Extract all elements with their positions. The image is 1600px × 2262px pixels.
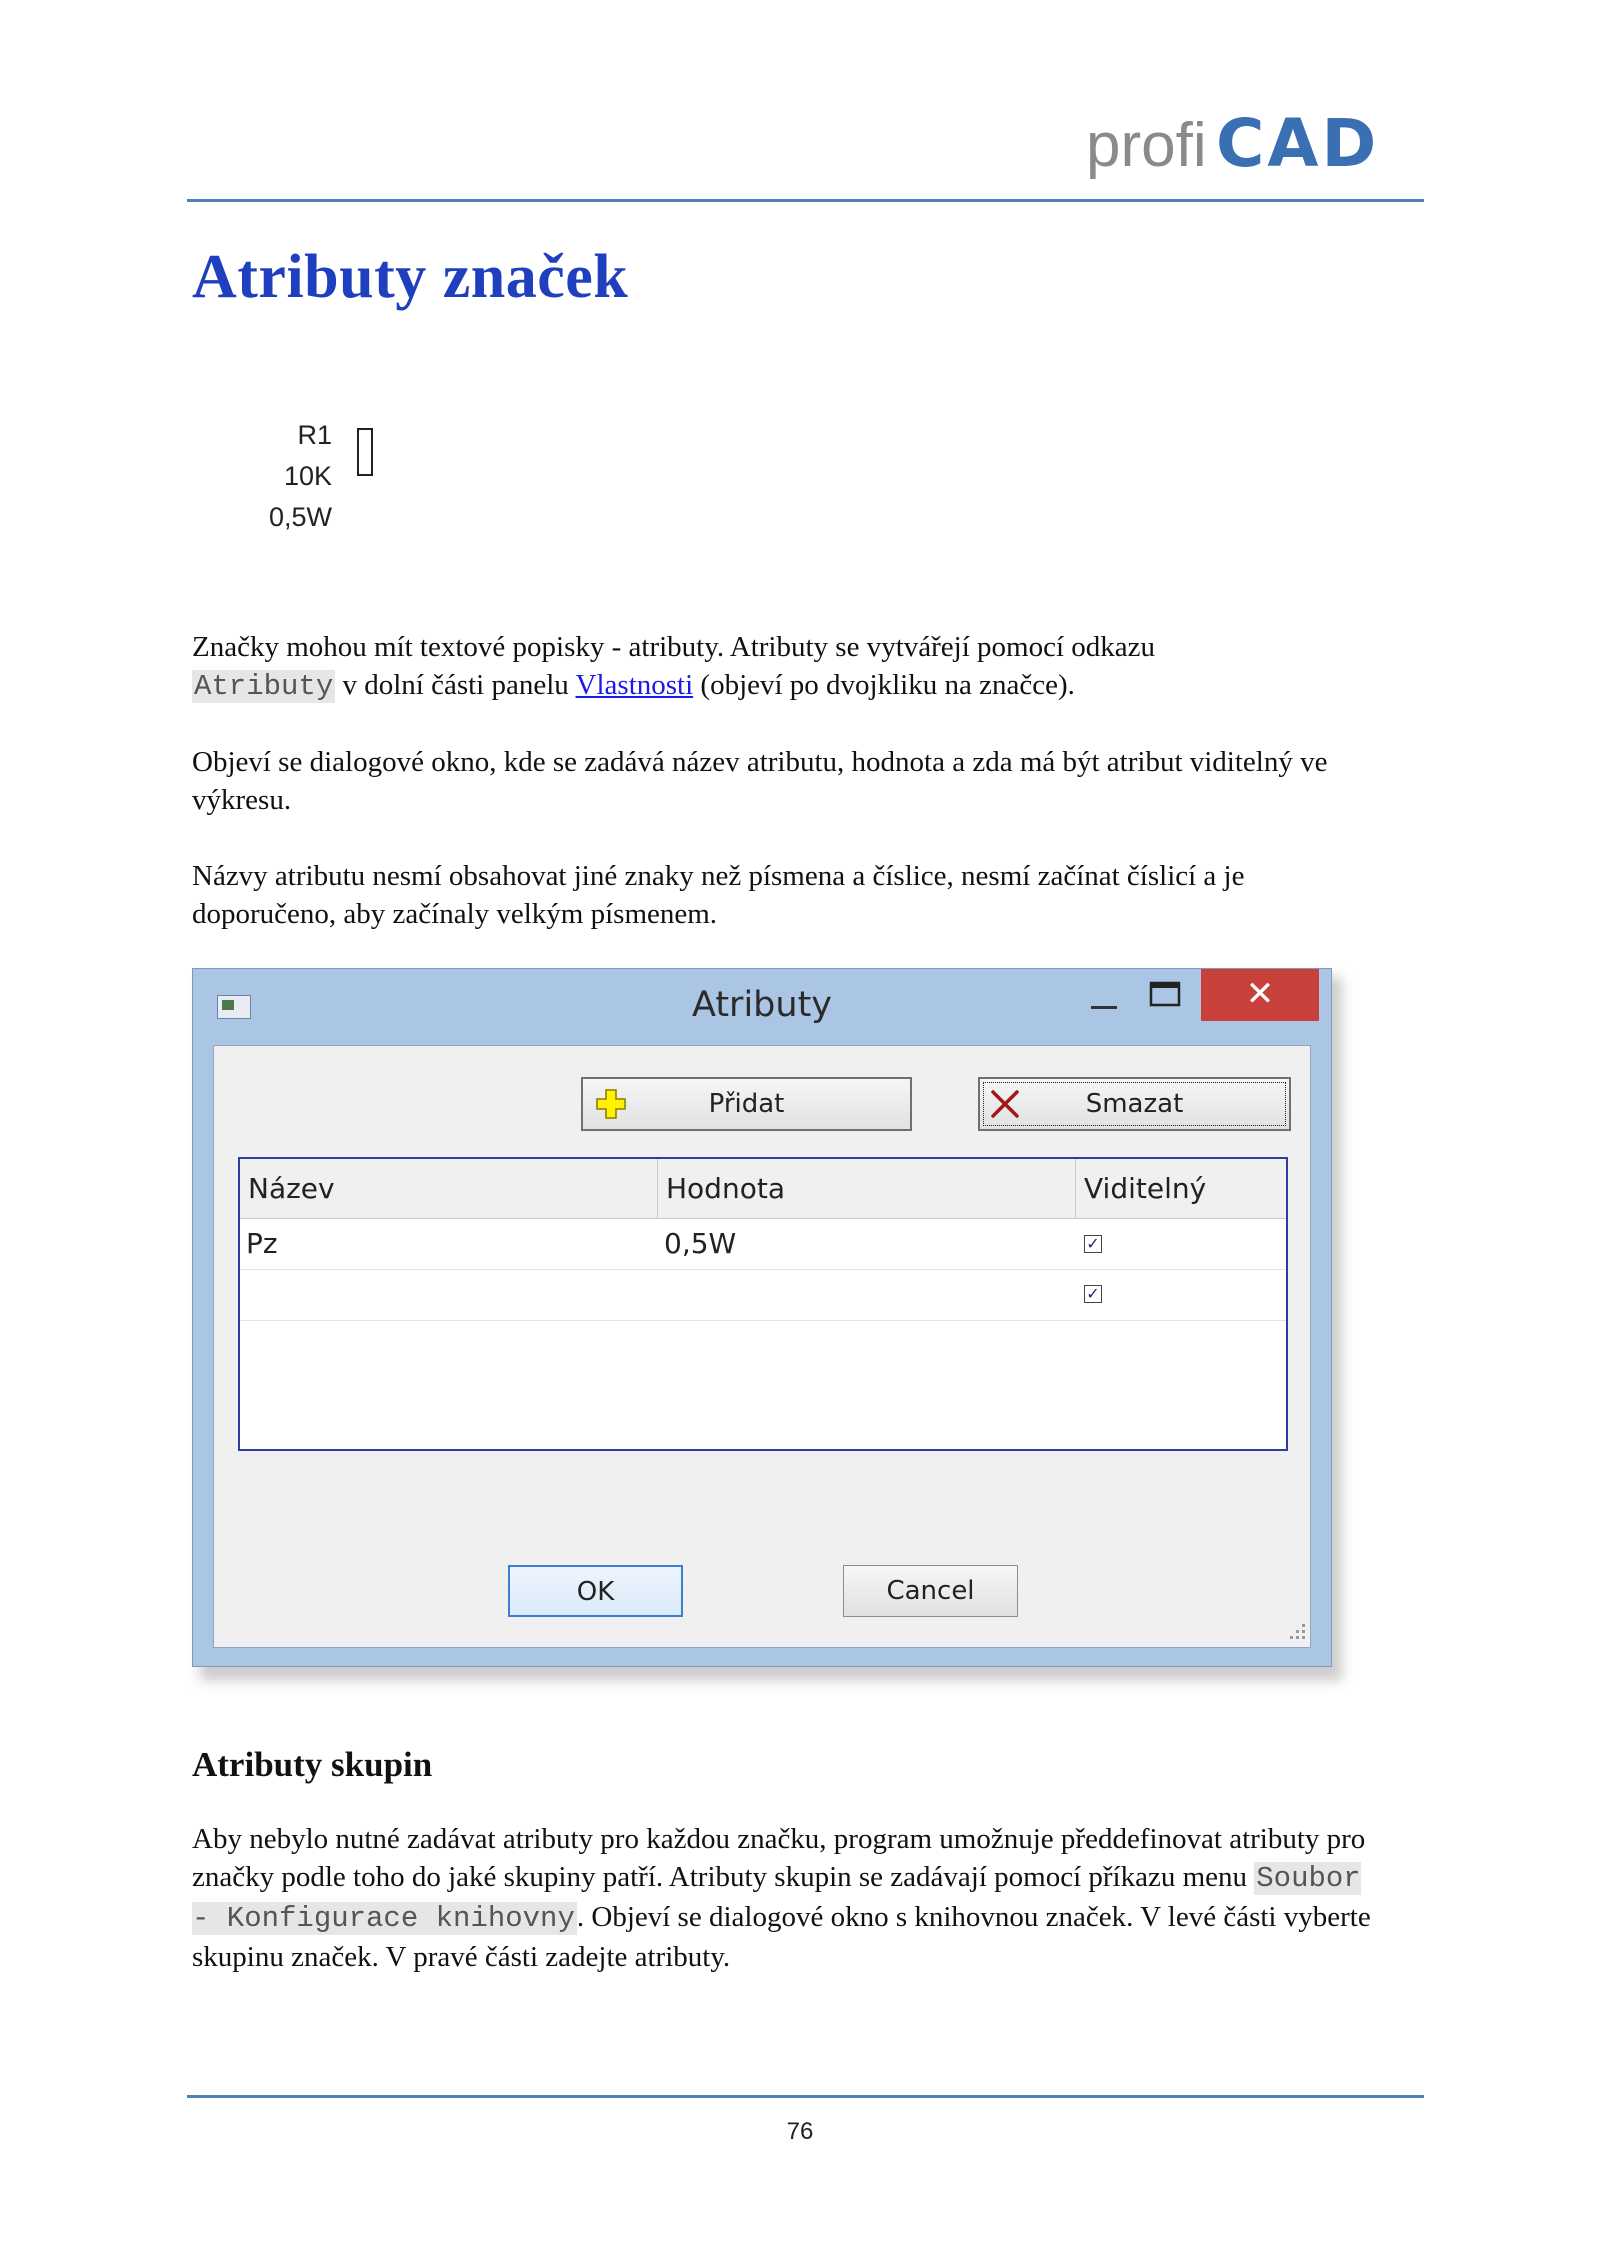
resize-grip-icon[interactable] bbox=[1282, 1620, 1308, 1646]
row-divider bbox=[240, 1320, 1286, 1321]
cancel-button[interactable] bbox=[843, 1565, 1018, 1617]
cancel-button-label: Cancel bbox=[886, 1576, 975, 1606]
add-button-label: Přidat bbox=[708, 1089, 785, 1119]
column-header-visible[interactable]: Viditelný bbox=[1076, 1159, 1286, 1219]
table-row[interactable] bbox=[240, 1219, 1286, 1269]
header-rule bbox=[187, 199, 1424, 202]
logo-text-light: profi bbox=[1086, 111, 1207, 180]
ok-button-label: OK bbox=[576, 1577, 615, 1607]
page-number: 76 bbox=[786, 2118, 814, 2145]
symbol-label-ref: R1 bbox=[297, 420, 332, 450]
page-title: Atributy značek bbox=[192, 243, 629, 311]
maximize-icon[interactable] bbox=[1137, 969, 1193, 1025]
logo-text-bold: CAD bbox=[1216, 108, 1380, 182]
add-button[interactable] bbox=[581, 1077, 912, 1131]
dialog-titlebar[interactable] bbox=[193, 969, 1331, 1043]
paragraph-1: Značky mohou mít textové popisky - atributy. Atributy se vytvářejí pomocí odkazu Atributy v dolní části panelu Vlastnosti (objeví po dvojkliku na značce). bbox=[192, 631, 1155, 703]
section-heading-group-attributes: Atributy skupin bbox=[192, 1745, 433, 1784]
ok-button[interactable] bbox=[508, 1565, 683, 1617]
paragraph-2: Objeví se dialogové okno, kde se zadává název atributu, hodnota a zda má být atribut viditelný ve výkresu. bbox=[192, 746, 1328, 816]
column-header-name[interactable]: Název bbox=[240, 1159, 658, 1219]
minimize-icon[interactable] bbox=[1075, 969, 1131, 1025]
symbol-label-value: 10K bbox=[283, 461, 332, 491]
visible-checkbox[interactable]: ✓ bbox=[1084, 1285, 1102, 1303]
paragraph-3: Názvy atributu nesmí obsahovat jiné znaky než písmena a číslice, nesmí začínat číslicí a je doporučeno, aby začínaly velkým písmenem. bbox=[192, 860, 1245, 930]
visible-checkbox[interactable]: ✓ bbox=[1084, 1235, 1102, 1253]
code-atributy: Atributy bbox=[194, 670, 334, 703]
proficad-logo bbox=[1086, 108, 1416, 184]
cell-name[interactable]: Pz bbox=[246, 1227, 278, 1260]
delete-button-label: Smazat bbox=[1085, 1089, 1184, 1119]
code-menu-command: Soubor - Konfigurace knihovny bbox=[192, 1862, 1361, 1935]
attributes-grid[interactable] bbox=[238, 1157, 1288, 1451]
symbol-label-power: 0,5W bbox=[268, 502, 332, 532]
column-header-value[interactable]: Hodnota bbox=[658, 1159, 1076, 1219]
resistor-symbol bbox=[357, 428, 373, 476]
cell-value[interactable] bbox=[658, 1270, 1076, 1320]
footer-rule bbox=[187, 2095, 1424, 2098]
dialog-title: Atributy bbox=[692, 985, 832, 1025]
link-vlastnosti[interactable]: Vlastnosti bbox=[575, 669, 694, 701]
table-row[interactable] bbox=[240, 1270, 1286, 1320]
close-icon[interactable]: ✕ bbox=[1201, 969, 1319, 1021]
delete-button[interactable] bbox=[978, 1077, 1291, 1131]
cell-name[interactable] bbox=[240, 1270, 658, 1320]
paragraph-group-attributes: Aby nebylo nutné zadávat atributy pro každou značku, program umožnuje předdefinovat atributy pro značky podle toho do jaké skupiny patří. Atributy skupin se zadávají pomocí příkazu menu Soubor - Konfigurace knihovny. Objeví se dialogové okno s knihovnou značek. V levé části vyberte skupinu značek. V pravé části zadejte atributy. bbox=[192, 1823, 1371, 1973]
cell-value[interactable]: 0,5W bbox=[664, 1227, 737, 1260]
